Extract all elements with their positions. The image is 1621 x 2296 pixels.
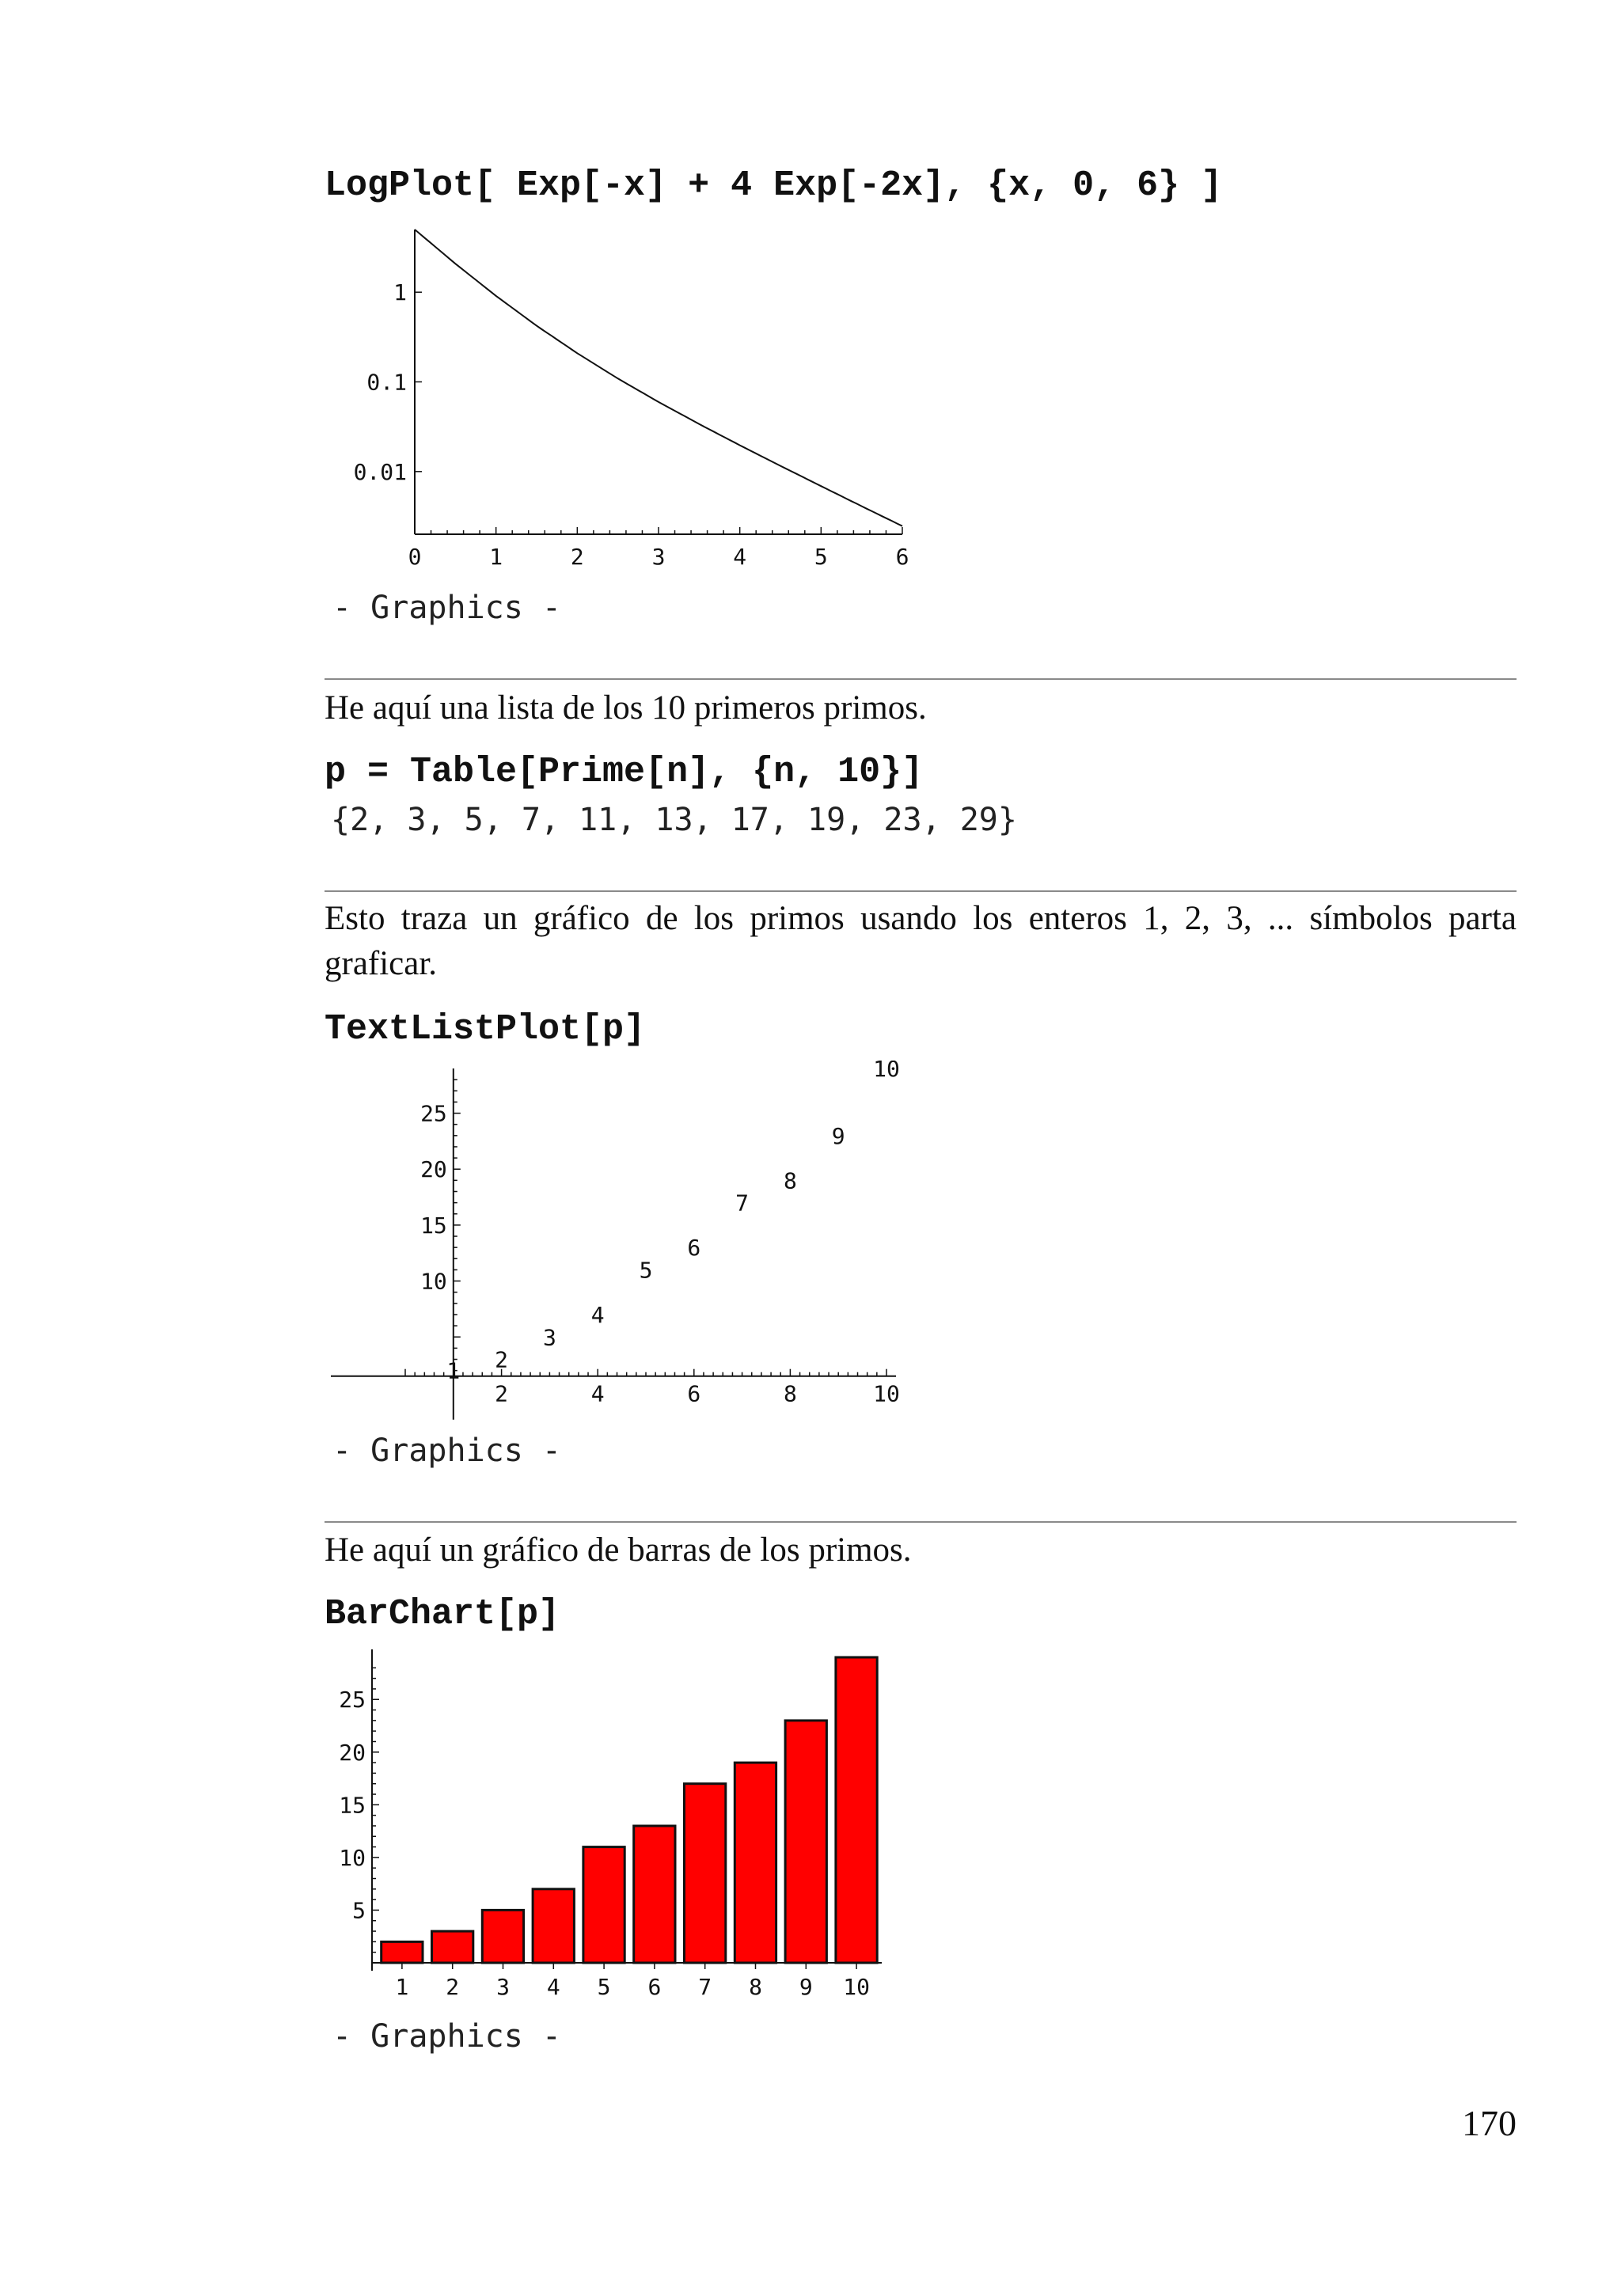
bar [735,1763,776,1963]
bar [432,1931,473,1963]
x-tick-label: 2 [495,1380,509,1407]
bar [482,1910,523,1963]
y-tick-label: 5 [352,1897,366,1924]
function-curve [415,230,902,526]
x-tick-label: 1 [395,1974,409,2000]
point-label: 4 [590,1301,605,1328]
log-plot-chart [317,222,934,586]
primes-output: {2, 3, 5, 7, 11, 13, 17, 19, 23, 29} [331,802,1017,838]
y-tick-label: 20 [339,1739,366,1766]
x-tick-label: 4 [546,1974,560,2000]
text-list-plot-chart [317,1061,934,1440]
x-tick-label: 1 [489,544,503,570]
y-tick-label: 15 [339,1792,366,1819]
point-label: 7 [735,1190,750,1216]
point-label: 9 [831,1122,845,1149]
cell-divider [325,890,1517,892]
primes-description: He aquí una lista de los 10 primeros primos. [325,689,927,727]
point-label: 10 [873,1061,900,1082]
y-tick-label: 0.01 [353,458,407,485]
point-label: 2 [495,1346,509,1373]
page-number: 170 [1462,2103,1517,2143]
y-tick-label: 25 [420,1100,447,1127]
x-tick-label: 4 [733,544,747,570]
bar-chart [317,1646,934,2026]
y-tick-label: 10 [339,1844,366,1871]
x-tick-label: 5 [814,544,828,570]
x-tick-label: 8 [783,1380,797,1407]
bar [382,1941,423,1963]
x-tick-label: 6 [687,1380,701,1407]
y-tick-label: 0.1 [366,369,407,396]
textlistplot-command: TextListPlot[p] [325,1009,646,1049]
bar [533,1889,574,1963]
x-tick-label: 4 [590,1380,605,1407]
y-tick-label: 15 [420,1212,447,1239]
x-tick-label: 5 [597,1974,611,2000]
x-tick-label: 7 [698,1974,712,2000]
x-tick-label: 9 [799,1974,813,2000]
x-tick-label: 10 [873,1380,900,1407]
point-label: 5 [639,1257,653,1284]
x-tick-label: 6 [647,1974,662,2000]
cell-divider [325,1521,1517,1523]
point-label: 8 [783,1167,797,1194]
y-tick-label: 10 [420,1268,447,1295]
bar [836,1657,877,1963]
point-label: 1 [446,1357,461,1384]
y-tick-label: 20 [420,1156,447,1183]
barchart-graphics-label: - Graphics - [332,2018,561,2055]
x-tick-label: 2 [446,1974,460,2000]
x-tick-label: 0 [408,544,422,570]
barchart-description: He aquí un gráfico de barras de los primos. [325,1531,912,1569]
x-tick-label: 2 [570,544,584,570]
y-tick-label: 25 [339,1687,366,1713]
logplot-graphics-label: - Graphics - [332,590,561,626]
bar [634,1826,675,1963]
x-tick-label: 3 [651,544,666,570]
textlistplot-description: Esto traza un gráfico de los primos usando los enteros 1, 2, 3, ... símbolos parta graficar. [325,900,1517,982]
cell-divider [325,678,1517,680]
bar [685,1784,726,1963]
x-tick-label: 8 [749,1974,762,2000]
textlistplot-graphics-label: - Graphics - [332,1433,561,1469]
logplot-command: LogPlot[ Exp[-x] + 4 Exp[-2x], {x, 0, 6} ] [325,165,1223,206]
x-tick-label: 10 [843,1974,870,2000]
point-label: 3 [542,1324,556,1351]
y-tick-label: 1 [393,279,407,306]
bar [785,1721,826,1963]
barchart-command: BarChart[p] [325,1594,560,1634]
bar [583,1847,624,1963]
x-tick-label: 6 [895,544,909,570]
primes-command: p = Table[Prime[n], {n, 10}] [325,752,924,792]
x-tick-label: 3 [496,1974,510,2000]
point-label: 6 [687,1235,701,1262]
